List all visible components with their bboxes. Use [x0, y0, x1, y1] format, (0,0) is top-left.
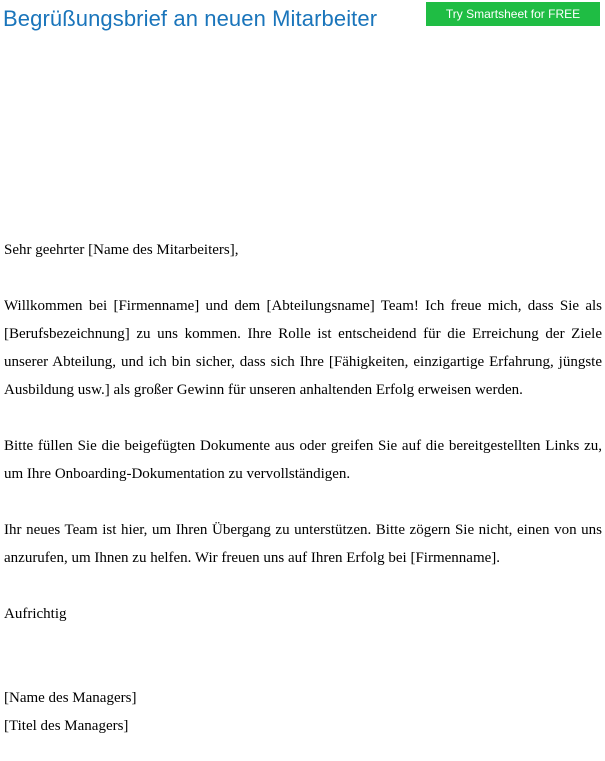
letter-paragraph-documents: Bitte füllen Sie die beigefügten Dokumente aus oder greifen Sie auf die bereitgestellten Links zu, um Ihre Onboarding-Dokumentation zu vervollständigen. [4, 438, 602, 482]
spacer [4, 488, 602, 516]
spacer [4, 264, 602, 292]
try-smartsheet-button[interactable]: Try Smartsheet for FREE [426, 2, 600, 26]
letter-body [4, 236, 602, 740]
page-title: Begrüßungsbrief an neuen Mitarbeiter [3, 6, 378, 31]
letter-closing: Aufrichtig [4, 606, 67, 622]
spacer [4, 404, 602, 432]
manager-title: [Titel des Managers] [4, 718, 129, 734]
letter-paragraph-welcome: Willkommen bei [Firmenname] und dem [Abteilungsname] Team! Ich freue mich, dass Sie als [Berufsbezeichnung] zu uns kommen. Ihre Rolle ist entscheidend für die Erreichung der Ziele unserer Abteilung, und ich bin sicher, dass sich Ihre [Fähigkeiten, einzigartige Erfahrung, jüngste Ausbildung usw.] als großer Gewinn für unseren anhaltenden Erfolg erweisen werden. [4, 298, 602, 398]
signature-space [4, 628, 602, 684]
letter-paragraph-team: Ihr neues Team ist hier, um Ihren Übergang zu unterstützen. Bitte zögern Sie nicht, einen von uns anzurufen, um Ihnen zu helfen. Wir freuen uns auf Ihren Erfolg bei [Firmenname]. [4, 522, 602, 566]
spacer [4, 572, 602, 600]
letter-salutation: Sehr geehrter [Name des Mitarbeiters], [4, 242, 239, 258]
manager-name: [Name des Managers] [4, 690, 137, 706]
